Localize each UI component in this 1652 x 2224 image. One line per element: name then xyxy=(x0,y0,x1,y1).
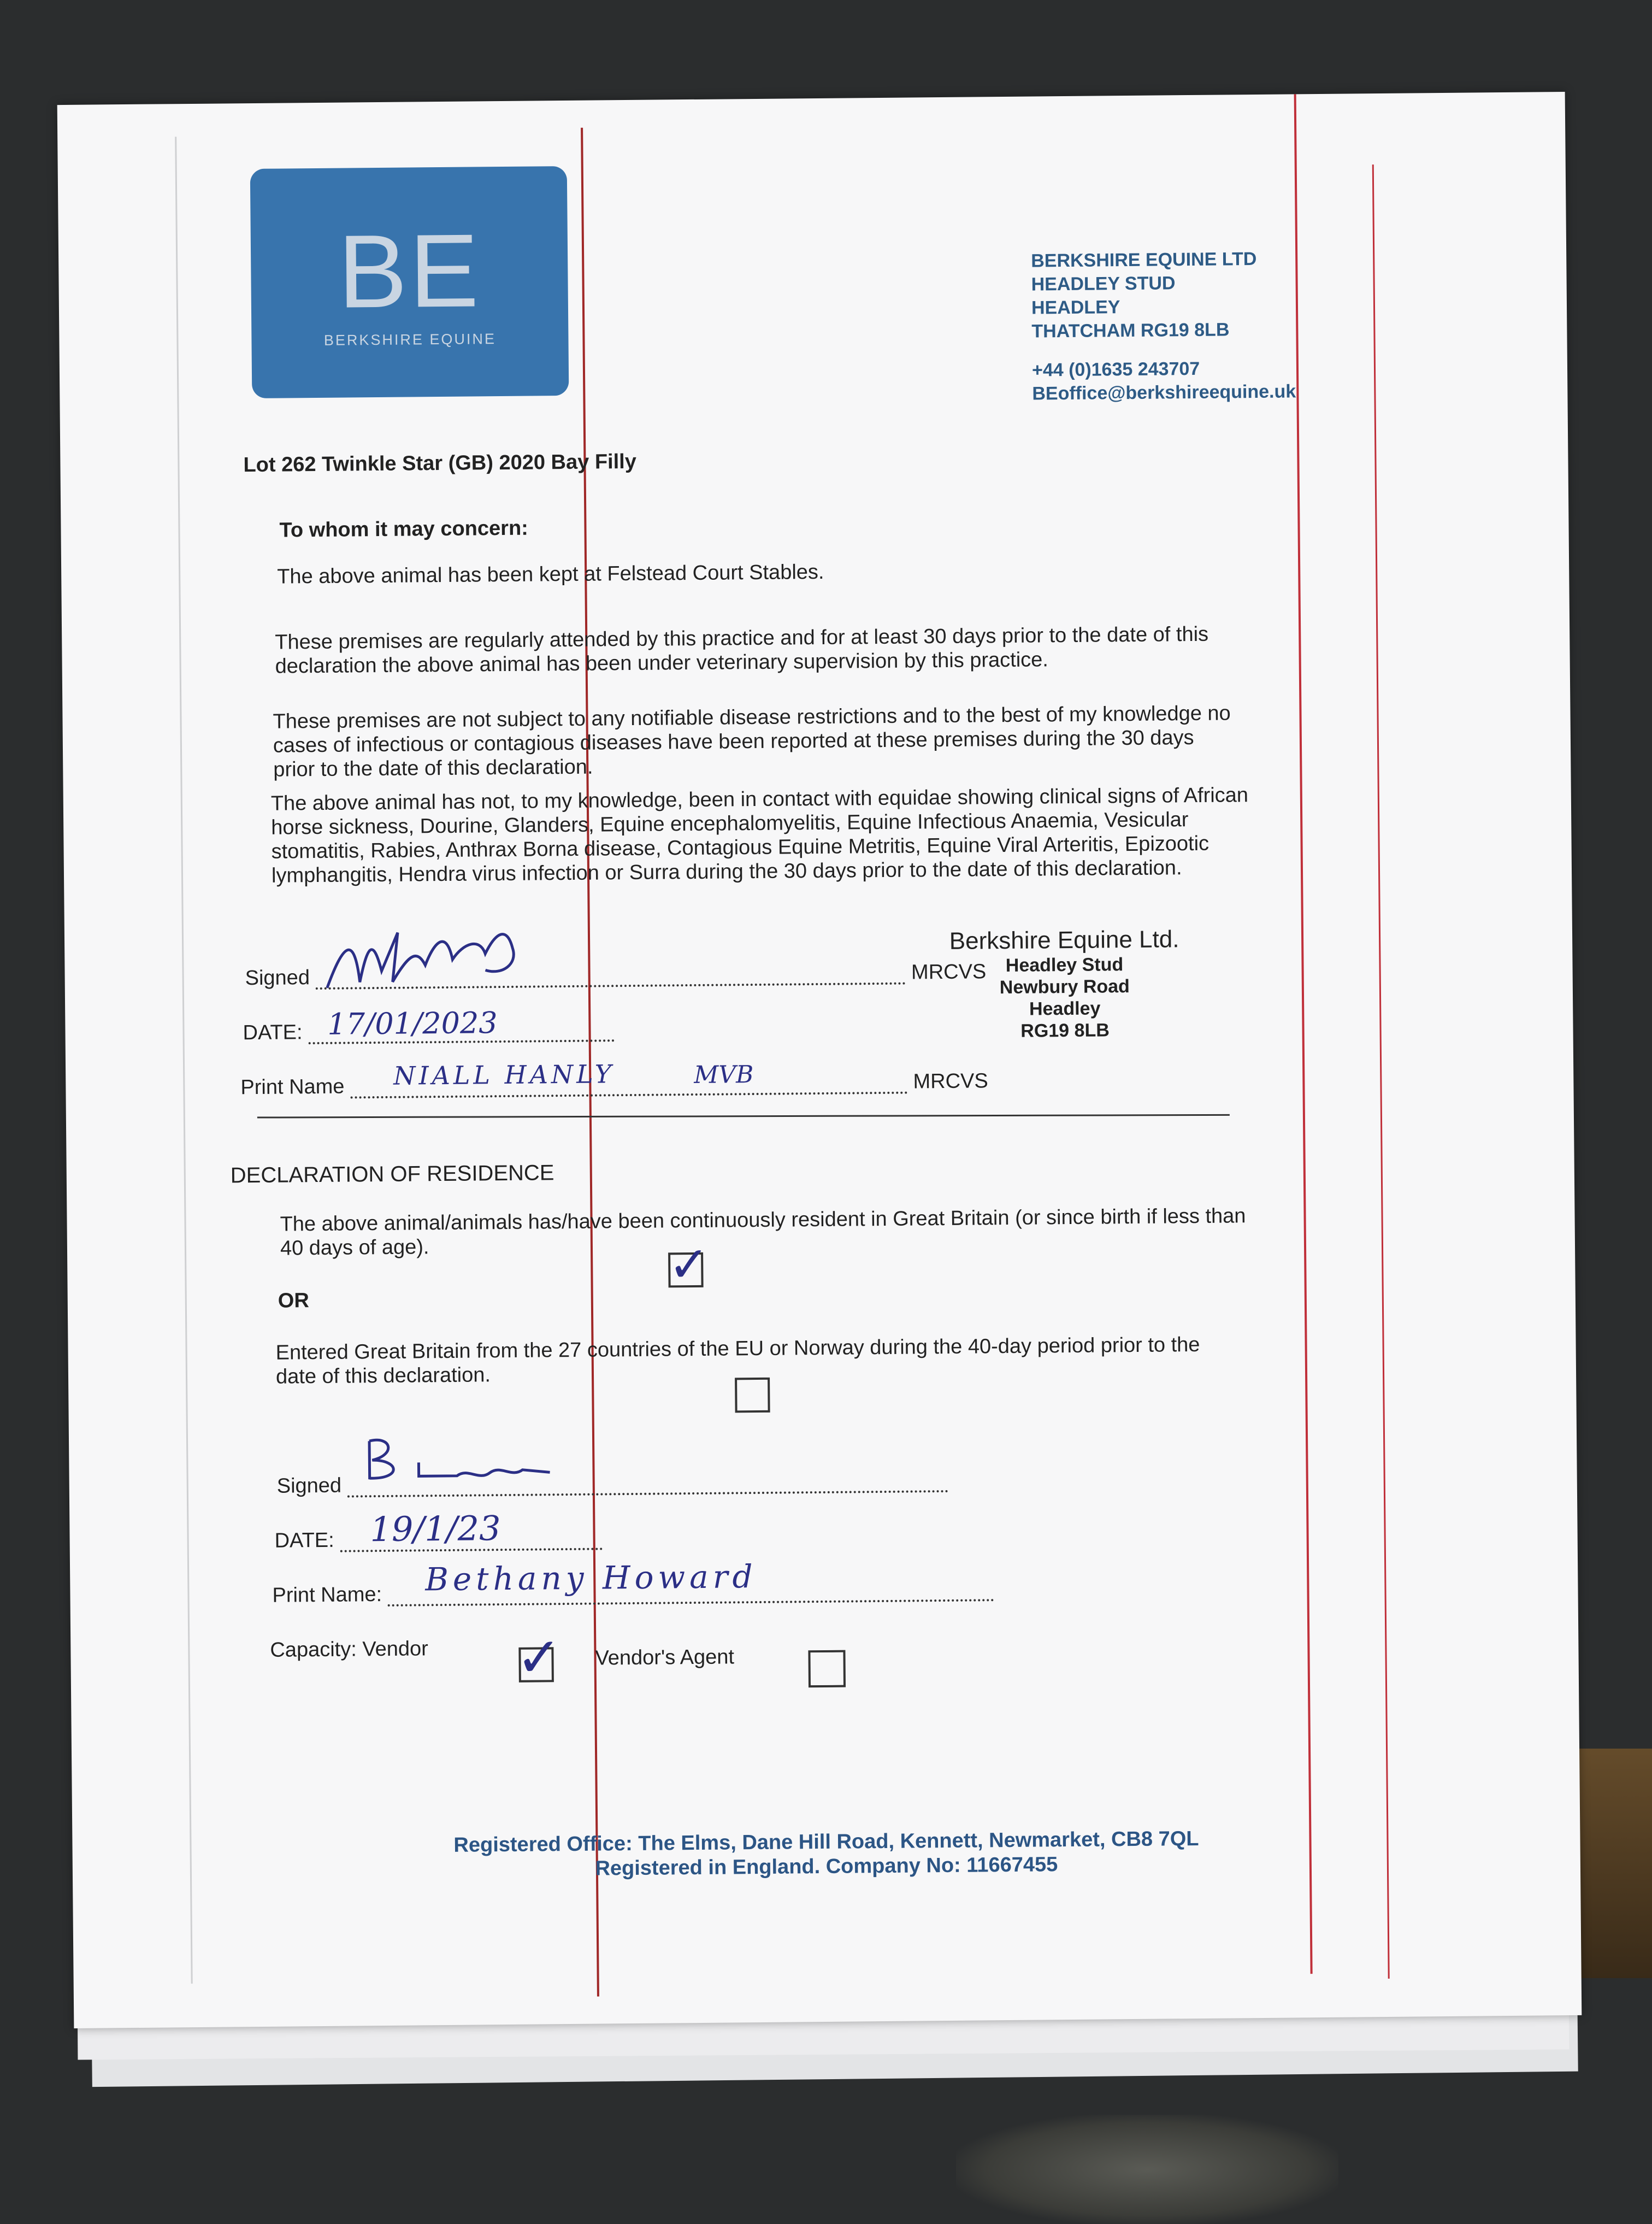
signed-label: Signed xyxy=(276,1474,342,1498)
practice-address-line: RG19 8LB xyxy=(1020,1020,1110,1042)
vet-signature xyxy=(321,920,551,1004)
faint-rule xyxy=(175,137,192,1984)
letterhead-address xyxy=(1031,248,1258,344)
red-vertical-rule xyxy=(1294,94,1313,1974)
vet-print-name-handwritten: NIALL HANLY xyxy=(393,1059,615,1091)
letterhead-contact xyxy=(1032,356,1296,405)
address-line: THATCHAM RG19 8LB xyxy=(1031,319,1230,342)
fabric-corner xyxy=(956,2115,1338,2224)
restrictions-paragraph: These premises are not subject to any notifiable disease restrictions and to the best of my knowledge no cases of infectious or contagious diseases have been reported at these premises during the 30 days prior to the date of this declaration. xyxy=(273,702,1231,781)
owner-print-name-handwritten: Bethany Howard xyxy=(424,1558,757,1598)
date-label: DATE: xyxy=(274,1528,334,1552)
section-divider xyxy=(257,1114,1230,1119)
salutation: To whom it may concern: xyxy=(279,516,529,542)
signed-label: Signed xyxy=(245,966,310,990)
practice-name: Berkshire Equine Ltd. xyxy=(949,926,1179,955)
logo-name: BERKSHIRE EQUINE xyxy=(323,331,497,349)
company-registration: Registered in England. Company No: 11667455 xyxy=(595,1853,1058,1880)
resident-paragraph: The above animal/animals has/have been continuously resident in Great Britain (or since birth if less than 40 days of age). xyxy=(280,1204,1246,1260)
vendor-tick-icon: ✓ xyxy=(516,1625,562,1690)
vet-qualification-handwritten: MVB xyxy=(694,1061,754,1090)
or-label: OR xyxy=(278,1289,309,1313)
entered-paragraph: Entered Great Britain from the 27 countries of the EU or Norway during the 40-day period prior to the date of this declaration. xyxy=(275,1333,1200,1388)
vet-date-handwritten: 17/01/2023 xyxy=(327,1005,498,1042)
entered-checkbox[interactable] xyxy=(735,1378,770,1413)
address-line: BERKSHIRE EQUINE LTD xyxy=(1031,248,1257,272)
capacity-vendor-label: Capacity: Vendor xyxy=(270,1637,428,1662)
kept-at-paragraph: The above animal has been kept at Felstead Court Stables. xyxy=(277,560,824,589)
practice-stamp xyxy=(933,926,1196,1043)
practice-address-line: Headley xyxy=(1029,998,1101,1020)
red-vertical-rule xyxy=(1372,164,1390,1979)
mrcvs-label: MRCVS xyxy=(911,960,987,984)
declaration-page xyxy=(57,92,1582,2028)
disease-contact-paragraph: The above animal has not, to my knowledge, been in contact with equidae showing clinical signs of African horse sickness, Dourine, Glanders, Equine encephalomyelitis, Equine Infectious Anaemia, Vesicular stomatitis, Rabies, Anthrax Borna disease, Contagious Equine Metritis, Equine Viral Arteritis, Epizootic lymphangitis, Hendra virus infection or Surra during the 30 days prior to the date of this declaration. xyxy=(270,784,1249,887)
date-label: DATE: xyxy=(243,1021,303,1045)
resident-tick-icon: ✓ xyxy=(668,1235,710,1294)
lot-title: Lot 262 Twinkle Star (GB) 2020 Bay Filly xyxy=(243,450,637,477)
address-line: HEADLEY STUD xyxy=(1031,273,1176,295)
practice-address-line: Headley Stud xyxy=(1005,954,1124,976)
logo-letters: BE xyxy=(337,213,482,330)
registered-office: Registered Office: The Elms, Dane Hill Road, Kennett, Newmarket, CB8 7QL xyxy=(453,1827,1199,1857)
print-name-label: Print Name: xyxy=(272,1583,382,1607)
practice-address-line: Newbury Road xyxy=(999,976,1130,998)
vendors-agent-label: Vendor's Agent xyxy=(595,1645,735,1670)
owner-date-handwritten: 19/1/23 xyxy=(370,1508,501,1550)
owner-signature xyxy=(358,1428,567,1490)
residence-heading: DECLARATION OF RESIDENCE xyxy=(230,1161,554,1188)
print-name-label: Print Name xyxy=(240,1075,345,1099)
email-address: BEoffice@berkshireequine.uk xyxy=(1032,381,1296,404)
berkshire-equine-logo xyxy=(250,166,569,398)
supervision-paragraph: These premises are regularly attended by this practice and for at least 30 days prior to the date of this declaration the above animal has been under veterinary supervision by this practice. xyxy=(275,622,1209,678)
vendors-agent-checkbox[interactable] xyxy=(808,1650,846,1688)
address-line: HEADLEY xyxy=(1031,297,1120,319)
mrcvs-label: MRCVS xyxy=(913,1069,988,1093)
phone-number: +44 (0)1635 243707 xyxy=(1031,358,1200,381)
